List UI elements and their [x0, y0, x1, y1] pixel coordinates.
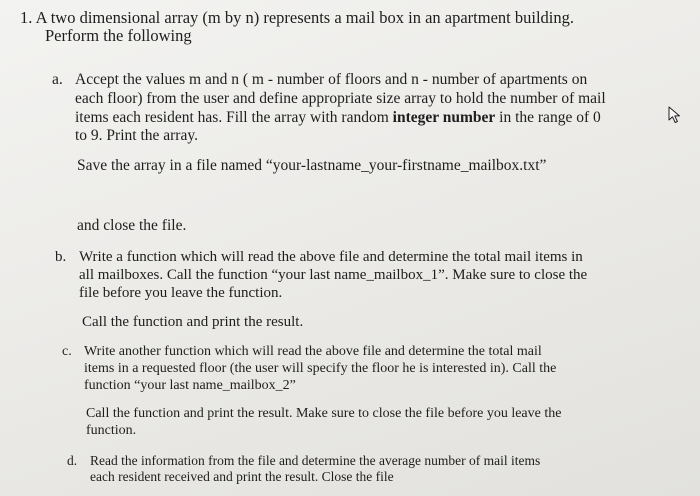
part-b-line2: all mailboxes. Call the function “your last name_mailbox_1”. Make sure to close the — [79, 267, 588, 283]
part-c-marker: c. — [62, 344, 72, 359]
part-b-line1: Write a function which will read the above file and determine the total mail items in — [79, 249, 583, 265]
part-a-line4: to 9. Print the array. — [75, 127, 198, 144]
question-title-line2: Perform the following — [45, 26, 192, 45]
question-title — [20, 10, 574, 27]
part-a-line3-pre: items each resident has. Fill the array with random — [75, 109, 393, 126]
part-b-call-line: Call the function and print the result. — [82, 314, 304, 330]
part-a-save-line: Save the array in a file named “your-lastname_your-firstname_mailbox.txt” — [77, 157, 547, 174]
part-d-line1: Read the information from the file and determine the average number of mail items — [90, 453, 541, 468]
part-b-marker: b. — [55, 249, 67, 265]
part-a-marker: a. — [52, 71, 63, 88]
part-d-line2: each resident received and print the result. Close the file — [90, 469, 394, 484]
question-number: 1. — [20, 8, 33, 27]
part-a-line3-bold: integer number — [392, 109, 496, 126]
part-a-line3-post: in the range of 0 — [495, 109, 601, 126]
question-title-text: A two dimensional array (m by n) represents a mail box in an apartment building. — [35, 8, 575, 27]
part-c-line3: function “your last name_mailbox_2” — [84, 378, 296, 393]
part-c-call-line1: Call the function and print the result. Make sure to close the file before you leave the — [86, 406, 562, 421]
part-d-marker: d. — [67, 453, 78, 468]
part-c-line2: items in a requested floor (the user will specify the floor he is interested in). Call the — [84, 361, 557, 376]
part-c-line1: Write another function which will read the above file and determine the total mail — [84, 344, 542, 359]
part-c-call-line2: function. — [86, 423, 137, 438]
part-a-line3 — [75, 110, 601, 126]
mouse-pointer-icon — [668, 106, 684, 124]
part-a-close-line: and close the file. — [77, 217, 187, 234]
part-a-line1: Accept the values m and n ( m - number of floors and n - number of apartments on — [75, 71, 588, 88]
part-a-line2: each floor) from the user and define appropriate size array to hold the number of mail — [75, 90, 606, 107]
part-b-line3: file before you leave the function. — [79, 285, 283, 301]
